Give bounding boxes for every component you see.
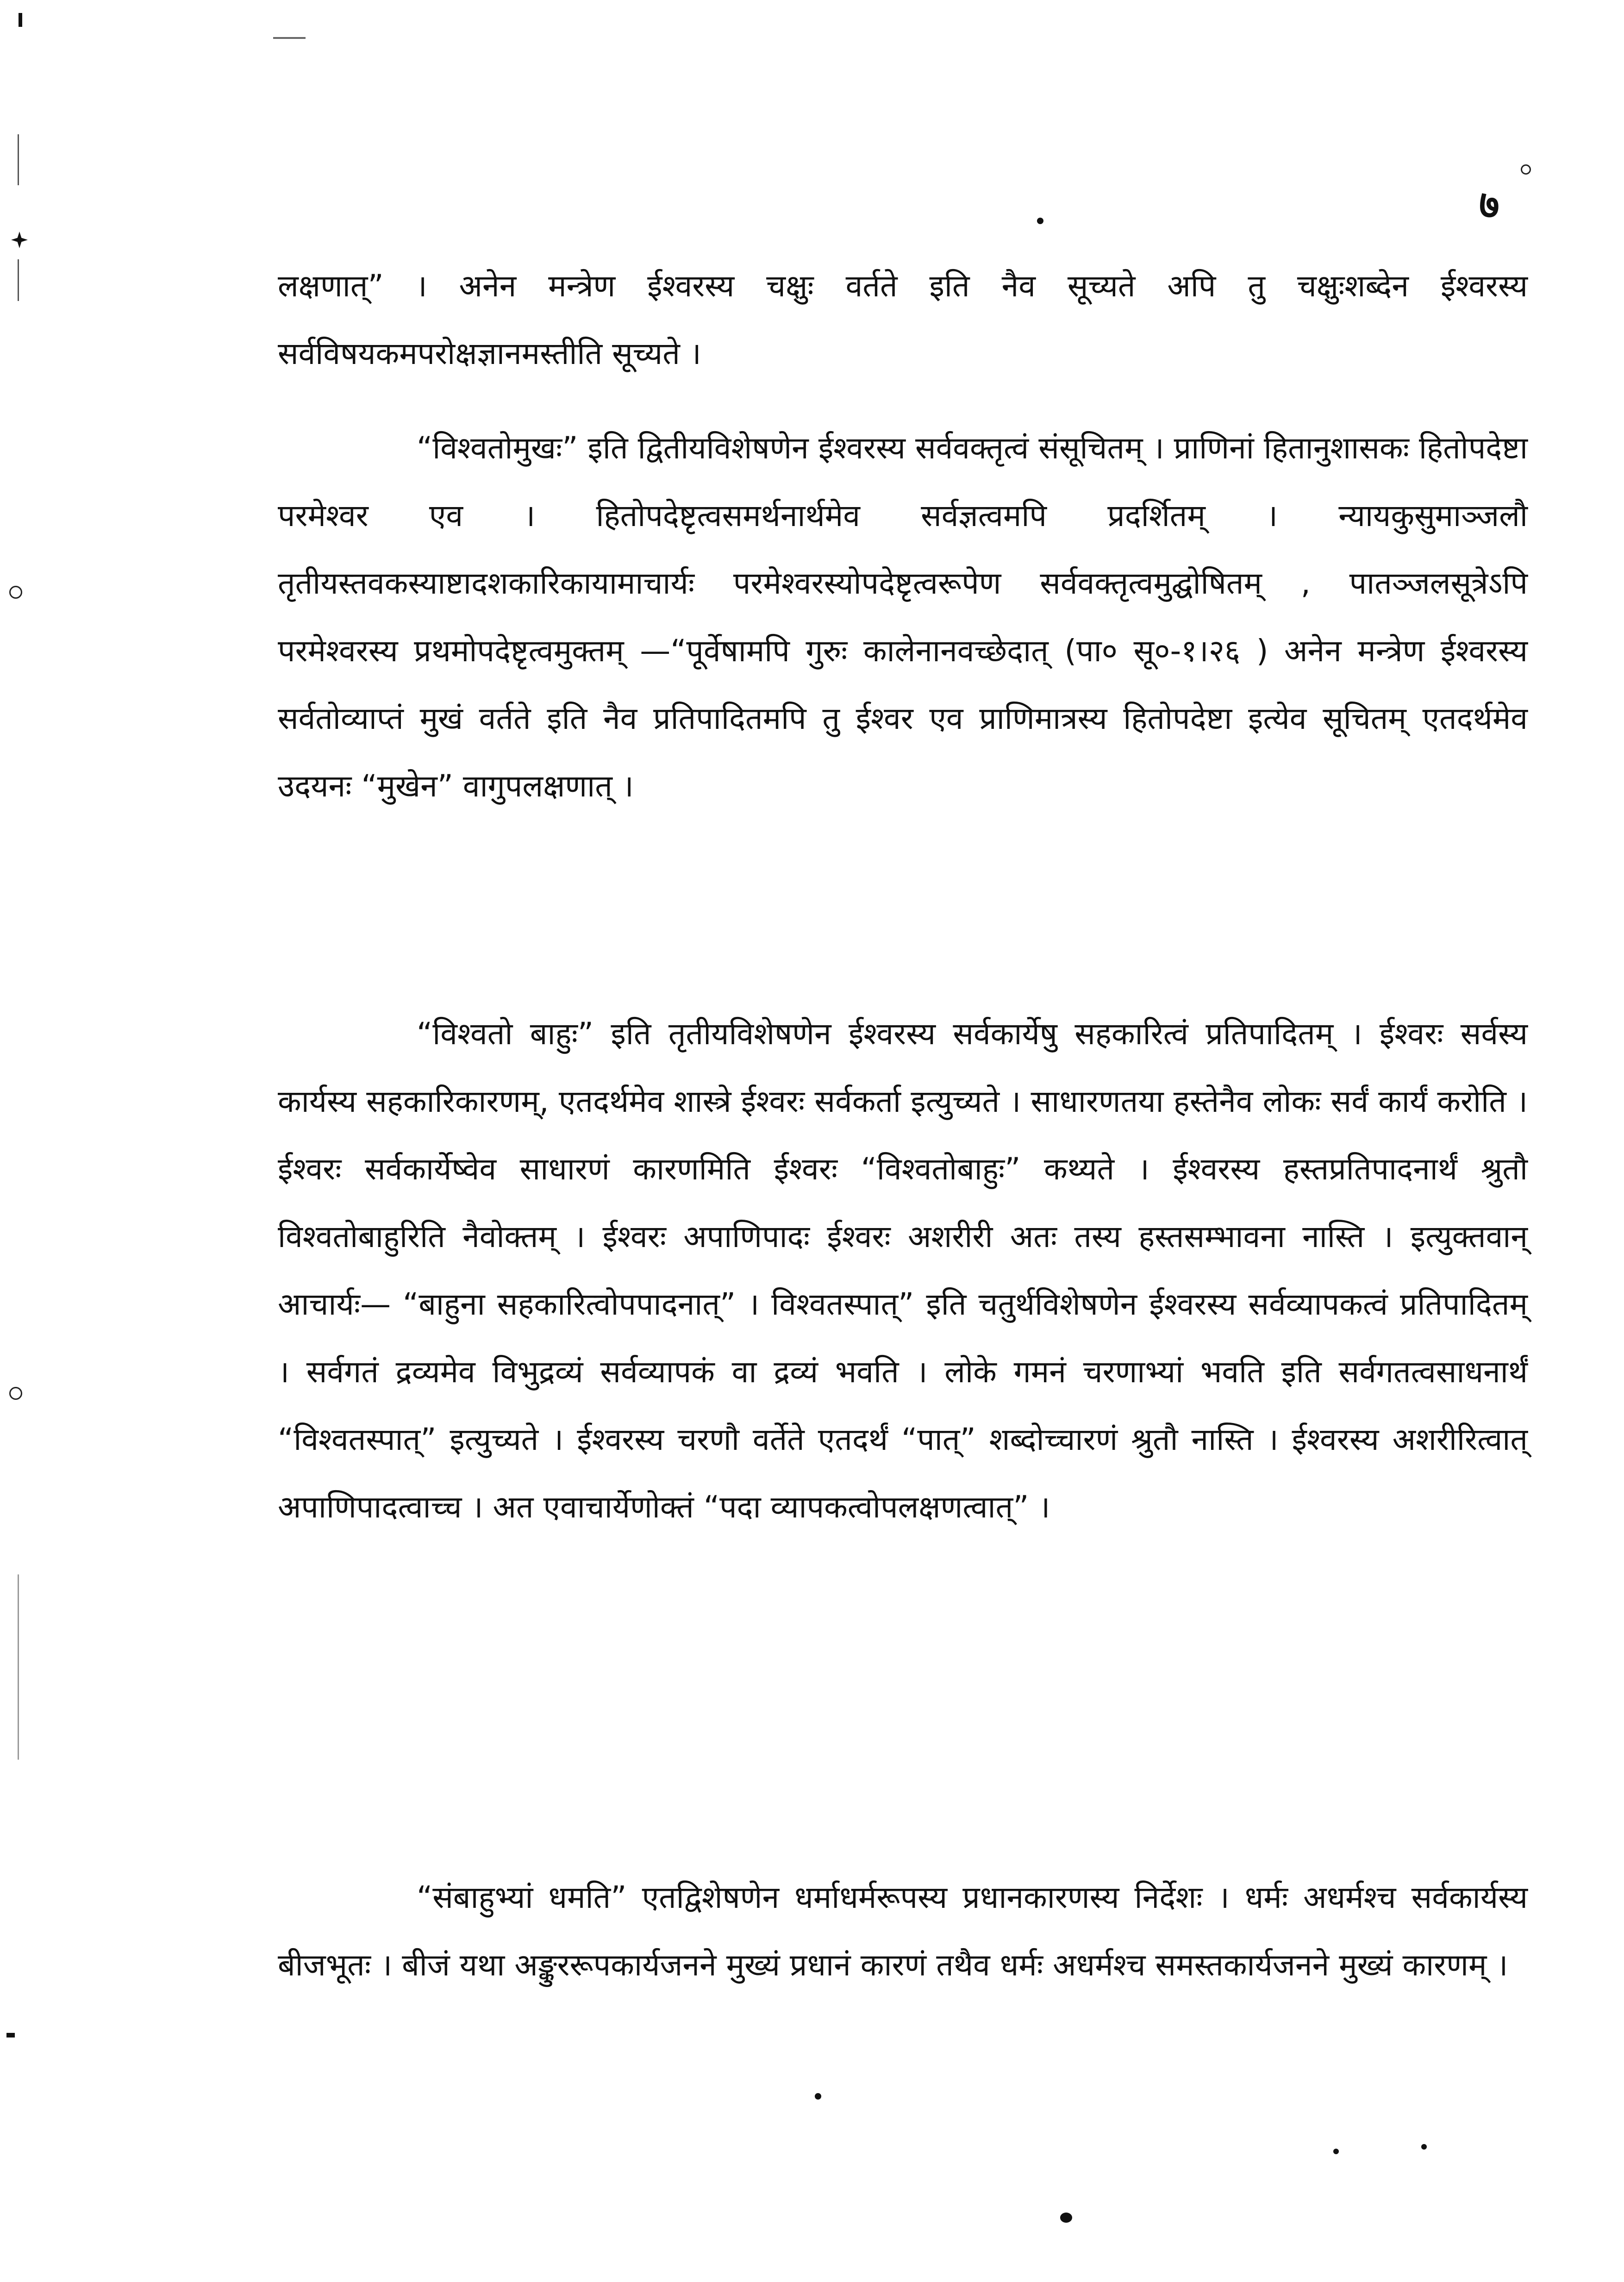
scan-dot — [1037, 218, 1043, 224]
scan-ring-mark — [9, 586, 22, 599]
scan-speck — [6, 2033, 15, 2038]
paragraph-sambahubhyam — [278, 1864, 1528, 1999]
scan-dot — [1333, 2149, 1339, 2154]
scan-dot — [1421, 2144, 1427, 2150]
paragraph-text: “संबाहुभ्यां धमति” एतद्विशेषणेन धर्माधर्मरूपस्य प्रधानकारणस्य निर्देशः । धर्मः अधर्मश्च सर्वकार्यस्य बीजभूतः । बीजं यथा अङ्कुररूपकार्यजनने मुख्यं प्रधानं कारणं तथैव धर्मः अधर्मश्च समस्तकार्यजनने मुख्यं कारणम् । — [278, 1880, 1528, 1983]
scan-dot — [815, 2093, 821, 2100]
scan-edge-line — [18, 1574, 19, 1760]
scan-speck — [19, 13, 22, 27]
scan-dot — [1060, 2213, 1072, 2223]
scan-ring-mark — [1521, 164, 1531, 175]
paragraph-vishvatomukha — [278, 414, 1528, 820]
paragraph-vishvatobahu — [278, 1000, 1528, 1541]
page-number: ७ — [1479, 182, 1499, 227]
paragraph-text: लक्षणात्” । अनेन मन्त्रेण ईश्वरस्य चक्षुः वर्तते इति नैव सूच्यते अपि तु चक्षुःशब्देन ईश्वरस्य सर्वविषयकमपरोक्षज्ञानमस्तीति सूच्यते । — [278, 268, 1528, 371]
scan-dash — [273, 37, 306, 39]
paragraph-text: “विश्वतोमुखः” इति द्वितीयविशेषणेन ईश्वरस्य सर्ववक्तृत्वं संसूचितम् । प्राणिनां हितानुशासकः हितोपदेष्टा परमेश्वर एव । हितोपदेष्टृत्वसमर्थनार्थमेव सर्वज्ञत्वमपि प्रदर्शितम् । न्यायकुसुमाञ्जलौ तृतीयस्तवकस्याष्टादशकारिकायामाचार्यः परमेश्वरस्योपदेष्टृत्वरूपेण सर्ववक्तृत्वमुद्घोषितम् , पातञ्जलसूत्रेऽपि परमेश्वरस्य प्रथमोपदेष्टृत्वमुक्तम् —“पूर्वेषामपि गुरुः कालेनानवच्छेदात् (पा० सू०-१।२६ ) अनेन मन्त्रेण ईश्वरस्य सर्वतोव्याप्तं मुखं वर्तते इति नैव प्रतिपादितमपि तु ईश्वर एव प्राणिमात्रस्य हितोपदेष्टा इत्येव सूचितम् एतदर्थमेव उदयनः “मुखेन” वागुपलक्षणात् । — [278, 430, 1528, 804]
paragraph-continuation — [278, 252, 1528, 388]
paragraph-text: “विश्वतो बाहुः” इति तृतीयविशेषणेन ईश्वरस्य सर्वकार्येषु सहकारित्वं प्रतिपादितम् । ईश्वरः सर्वस्य कार्यस्य सहकारिकारणम्, एतदर्थमेव शास्त्रे ईश्वरः सर्वकर्ता इत्युच्यते । साधारणतया हस्तेनैव लोकः सर्वं कार्यं करोति । ईश्वरः सर्वकार्येष्वेव साधारणं कारणमिति ईश्वरः “विश्वतोबाहुः” कथ्यते । ईश्वरस्य हस्तप्रतिपादनार्थं श्रुतौ विश्वतोबाहुरिति नैवोक्तम् । ईश्वरः अपाणिपादः ईश्वरः अशरीरी अतः तस्य हस्तसम्भावना नास्ति । इत्युक्तवान् आचार्यः— “बाहुना सहकारित्वोपपादनात्” । विश्वतस्पात्” इति चतुर्थविशेषणेन ईश्वरस्य सर्वव्यापकत्वं प्रतिपादितम् । सर्वगतं द्रव्यमेव विभुद्रव्यं सर्वव्यापकं वा द्रव्यं भवति । लोके गमनं चरणाभ्यां भवति इति सर्वगतत्वसाधनार्थं “विश्वतस्पात्” इत्युच्यते । ईश्वरस्य चरणौ वर्तेते एतदर्थं “पात्” शब्दोच्चारणं श्रुतौ नास्ति । ईश्वरस्य अशरीरित्वात् अपाणिपादत्वाच्च । अत एवाचार्येणोक्तं “पदा व्यापकत्वोपलक्षणत्वात्” । — [278, 1016, 1528, 1525]
scan-ring-mark — [9, 1387, 22, 1400]
scan-edge-line — [18, 259, 19, 301]
scan-star-mark — [11, 232, 28, 248]
scan-edge-line — [18, 134, 19, 185]
